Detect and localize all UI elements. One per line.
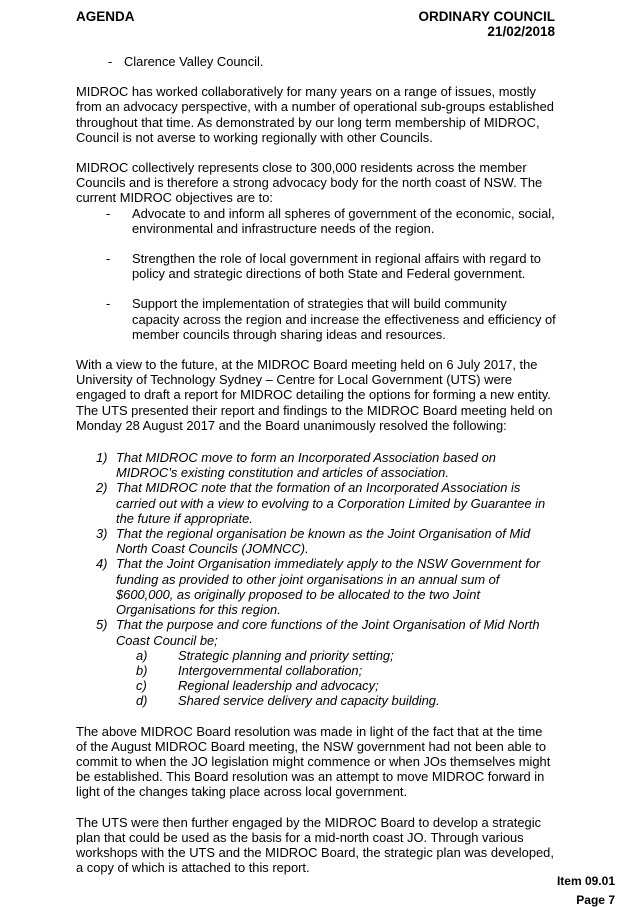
function-item (76, 678, 556, 693)
objective-item (76, 296, 556, 342)
paragraph-strategic-plan: The UTS were then further engaged by the MIDROC Board to develop a strategic plan that could be used as the basis for a mid-north coast JO. Through various workshops with the UTS and the MIDROC Board, the strategic plan was developed, a copy of which is attached to this report. (76, 814, 554, 876)
objectives-list (76, 206, 556, 342)
function-item (76, 663, 556, 678)
bullet-dash: - (106, 251, 111, 267)
objective-text: Advocate to and inform all spheres of government of the economic, social, environmental and infrastructure needs of the region. (132, 205, 555, 236)
bullet-dash: - (106, 205, 111, 221)
objective-item (76, 206, 556, 236)
function-letter: a) (136, 647, 148, 663)
function-item (76, 648, 556, 663)
resolution-item (76, 556, 556, 617)
bullet-dash: - (106, 296, 111, 312)
document-body (76, 54, 556, 875)
function-letter: d) (136, 693, 148, 709)
bullet-dash: - (108, 54, 113, 69)
footer-page-number: Page 7 (576, 893, 615, 907)
council-bullet-text: Clarence Valley Council. (124, 54, 264, 69)
resolution-text: That the regional organisation be known as the Joint Organisation of Mid North Coast Councils (JOMNCC). (116, 526, 531, 557)
resolution-number: 5) (96, 617, 108, 633)
council-bullet (76, 54, 556, 69)
resolution-item (76, 617, 556, 647)
header-meeting-info (418, 9, 555, 39)
resolution-item (76, 450, 556, 480)
resolution-text: That MIDROC note that the formation of an Incorporated Association is carried out with a view to evolving to a Corporation Limited by Guarantee in the future if appropriate. (116, 480, 546, 526)
objective-text: Strengthen the role of local government in regional affairs with regard to policy and strategic directions of both State and Federal government. (132, 251, 541, 282)
resolution-number: 1) (96, 450, 108, 466)
function-text: Strategic planning and priority setting; (178, 647, 394, 663)
paragraph-collaboration: MIDROC has worked collaboratively for many years on a range of issues, mostly from an advocacy perspective, with a number of operational sub-groups established throughout that time. As demonstrated by our long term membership of MIDROC, Council is not averse to working regionally with other Councils. (76, 84, 554, 145)
resolution-text: That the Joint Organisation immediately apply to the NSW Government for funding as provided to other joint organisations in an annual sum of $600,000, as originally proposed to be allocated to the two Joint Organisations for this region. (116, 556, 541, 618)
resolution-number: 4) (96, 556, 108, 572)
resolution-item (76, 526, 556, 556)
resolution-number: 2) (96, 480, 108, 496)
function-text: Regional leadership and advocacy; (178, 678, 379, 694)
resolution-number: 3) (96, 526, 108, 542)
header-meeting-title: ORDINARY COUNCIL (418, 9, 555, 24)
function-text: Intergovernmental collaboration; (178, 662, 363, 678)
header-agenda-label: AGENDA (76, 9, 135, 24)
header-meeting-date: 21/02/2018 (487, 24, 555, 39)
paragraph-objectives-intro: MIDROC collectively represents close to 300,000 residents across the member Councils and is therefore a strong advocacy body for the north coast of NSW. The current MIDROC objectives are to: (76, 160, 543, 206)
function-text: Shared service delivery and capacity building. (178, 693, 440, 709)
resolution-text: That the purpose and core functions of the Joint Organisation of Mid North Coast Council be; (116, 617, 540, 648)
resolution-item (76, 480, 556, 526)
footer-item-number: Item 09.01 (556, 874, 615, 888)
resolutions-list (76, 450, 556, 708)
paragraph-resolution-context: The above MIDROC Board resolution was made in light of the fact that at the time of the August MIDROC Board meeting, the NSW government had not been able to commit to when the JO legislation might commence or when JOs themselves might be established. This Board resolution was an attempt to move MIDROC forward in light of the changes taking place across local government. (76, 723, 551, 800)
resolution-text: That MIDROC move to form an Incorporated Association based on MIDROC’s existing constitution and articles of association. (116, 450, 496, 481)
objective-text: Support the implementation of strategies that will build community capacity across the region and increase the effectiveness and efficiency of member councils through sharing ideas and resources. (132, 296, 556, 342)
paragraph-uts-report: With a view to the future, at the MIDROC Board meeting held on 6 July 2017, the University of Technology Sydney – Centre for Local Government (UTS) were engaged to draft a report for MIDROC detailing the options for forming a new entity. The UTS presented their report and findings to the MIDROC Board meeting held on Monday 28 August 2017 and the Board unanimously resolved the following: (76, 357, 553, 433)
function-letter: b) (136, 662, 148, 678)
function-letter: c) (136, 678, 147, 694)
objective-item (76, 251, 556, 281)
function-item (76, 693, 556, 708)
